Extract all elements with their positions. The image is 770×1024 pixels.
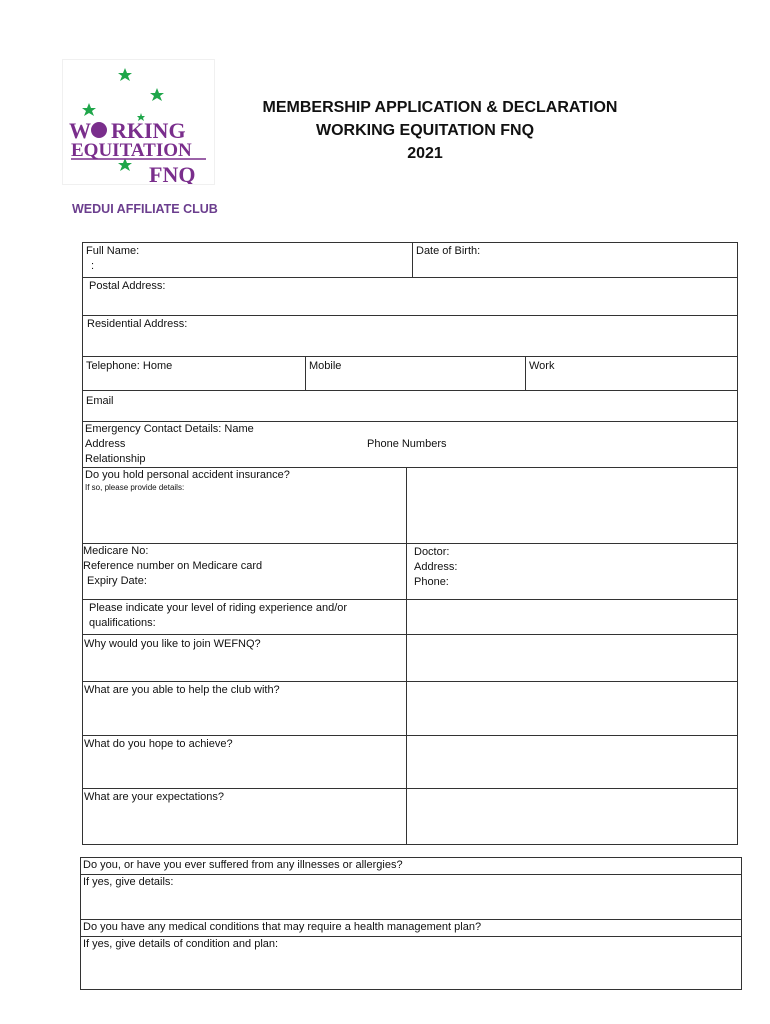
riding-experience-label: Please indicate your level of riding experience and/or qualifications: bbox=[89, 602, 348, 629]
title-line-3: 2021 bbox=[407, 145, 443, 162]
hope-achieve-answer[interactable] bbox=[406, 735, 738, 789]
why-join-label: Why would you like to join WEFNQ? bbox=[84, 638, 261, 650]
riding-experience-answer[interactable] bbox=[406, 599, 738, 635]
insurance-question bbox=[82, 467, 407, 544]
emergency-address-label: Address bbox=[85, 438, 126, 450]
hope-achieve-label: What do you hope to achieve? bbox=[84, 738, 233, 750]
illness-question bbox=[80, 857, 742, 875]
expectations-label: What are your expectations? bbox=[84, 791, 225, 803]
horse-rider-icon bbox=[91, 122, 107, 138]
help-club-question bbox=[82, 681, 407, 736]
why-join-question bbox=[82, 634, 407, 682]
doctor-address-label: Address: bbox=[414, 561, 458, 573]
form-title bbox=[200, 96, 680, 165]
residential-address-field[interactable] bbox=[82, 315, 738, 357]
email-field[interactable] bbox=[82, 390, 738, 422]
telephone-home-label: Telephone: Home bbox=[86, 360, 173, 372]
condition-details-field[interactable] bbox=[80, 936, 742, 990]
medicare-expiry-label: Expiry Date: bbox=[87, 575, 147, 587]
emergency-phone-label: Phone Numbers bbox=[367, 438, 447, 450]
work-phone-label: Work bbox=[529, 360, 555, 372]
affiliate-club-label: WEDUI AFFILIATE CLUB bbox=[72, 202, 218, 216]
illness-question-label: Do you, or have you ever suffered from any illnesses or allergies? bbox=[83, 859, 403, 871]
full-name-label: Full Name: bbox=[86, 245, 140, 257]
doctor-label: Doctor: bbox=[414, 546, 450, 558]
emergency-relationship-label: Relationship bbox=[85, 453, 146, 465]
title-line-2: WORKING EQUITATION FNQ bbox=[315, 122, 535, 139]
work-phone-field[interactable] bbox=[525, 356, 738, 391]
title-line-1: MEMBERSHIP APPLICATION & DECLARATION bbox=[262, 99, 618, 116]
logo-word-equitation: EQUITATION bbox=[71, 140, 192, 161]
postal-address-field[interactable] bbox=[82, 277, 738, 316]
insurance-details-label: If so, please provide details: bbox=[85, 483, 185, 492]
full-name-field[interactable] bbox=[82, 242, 413, 278]
doctor-phone-label: Phone: bbox=[414, 576, 449, 588]
expectations-answer[interactable] bbox=[406, 788, 738, 845]
postal-address-label: Postal Address: bbox=[89, 280, 166, 292]
logo-word-working: W bbox=[69, 118, 91, 143]
expectations-question bbox=[82, 788, 407, 845]
logo-word-fnq: FNQ bbox=[149, 162, 196, 184]
full-name-colon: : bbox=[91, 260, 95, 272]
medicare-number-label: Medicare No: bbox=[83, 545, 149, 557]
riding-experience-question bbox=[82, 599, 407, 635]
logo-word-working-rest: RKING bbox=[111, 118, 186, 143]
mobile-field[interactable] bbox=[305, 356, 526, 391]
mobile-label: Mobile bbox=[309, 360, 342, 372]
illness-details-field[interactable] bbox=[80, 874, 742, 920]
doctor-field[interactable] bbox=[406, 543, 738, 600]
date-of-birth-label: Date of Birth: bbox=[416, 245, 481, 257]
illness-details-label: If yes, give details: bbox=[83, 876, 174, 888]
medicare-reference-label: Reference number on Medicare card bbox=[83, 560, 263, 572]
condition-question-label: Do you have any medical conditions that may require a health management plan? bbox=[83, 921, 482, 933]
emergency-contact-field[interactable] bbox=[82, 421, 738, 468]
why-join-answer[interactable] bbox=[406, 634, 738, 682]
telephone-home-field[interactable] bbox=[82, 356, 306, 391]
help-club-answer[interactable] bbox=[406, 681, 738, 736]
medicare-field[interactable] bbox=[82, 543, 407, 600]
date-of-birth-field[interactable] bbox=[412, 242, 738, 278]
insurance-answer-field[interactable] bbox=[406, 467, 738, 544]
insurance-question-label: Do you hold personal accident insurance? bbox=[85, 469, 290, 481]
residential-address-label: Residential Address: bbox=[87, 318, 188, 330]
condition-question bbox=[80, 919, 742, 937]
condition-details-label: If yes, give details of condition and plan: bbox=[83, 938, 279, 950]
email-label: Email bbox=[86, 395, 114, 407]
emergency-name-label: Emergency Contact Details: Name bbox=[85, 423, 254, 435]
hope-achieve-question bbox=[82, 735, 407, 789]
help-club-label: What are you able to help the club with? bbox=[84, 684, 280, 696]
